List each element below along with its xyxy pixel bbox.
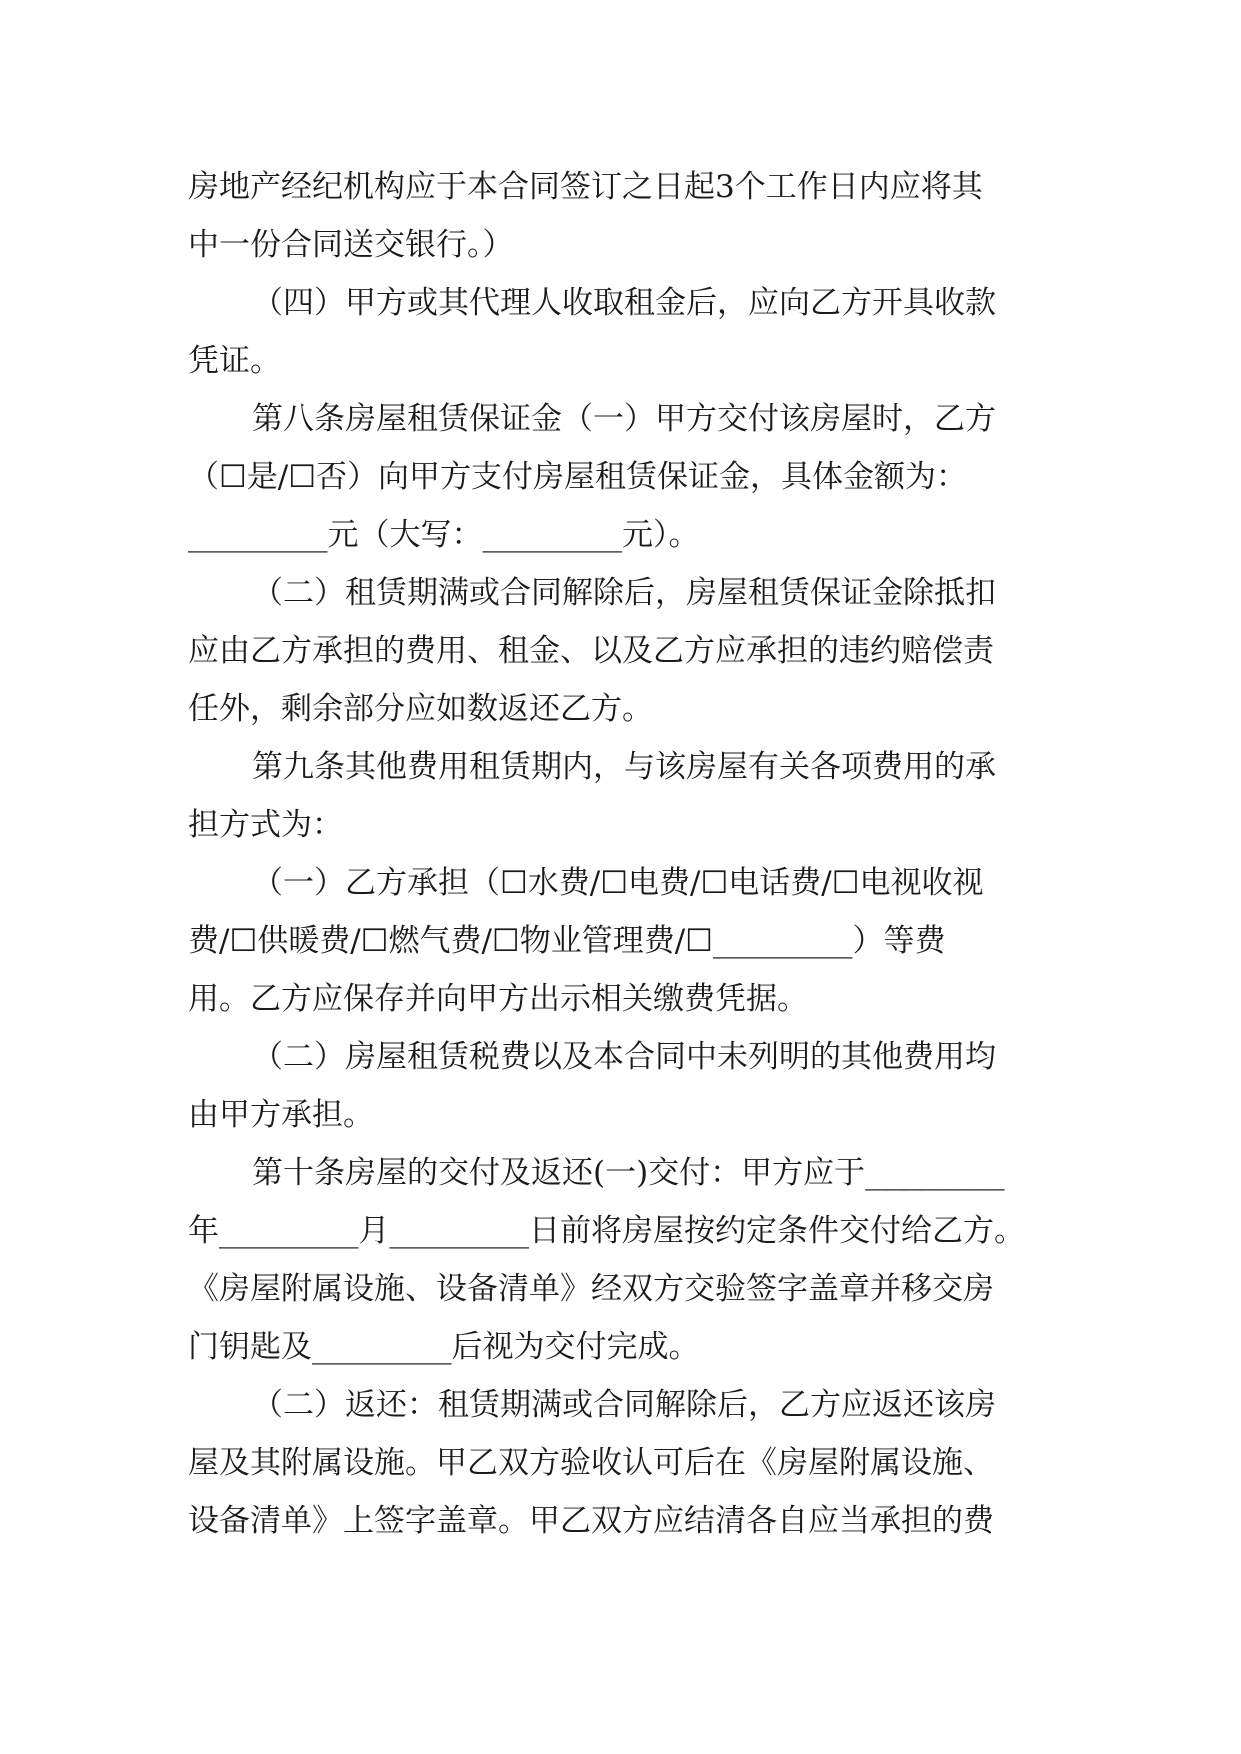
text-line: 凭证。 <box>188 343 281 379</box>
text-line: 房地产经纪机构应于本合同签订之日起3个工作日内应将其 <box>188 169 983 205</box>
paragraph-start-line: （二）房屋租赁税费以及本合同中未列明的其他费用均 <box>252 1039 996 1075</box>
paragraph-start-line: （四）甲方或其代理人收取租金后，应向乙方开具收款 <box>252 285 996 321</box>
text-line: 门钥匙及_________后视为交付完成。 <box>188 1329 700 1365</box>
deposit-amount-line: _________元（大写：_________元）。 <box>188 517 700 553</box>
text-line: 由甲方承担。 <box>188 1097 374 1133</box>
text-line: 担方式为： <box>188 807 343 843</box>
text-line: （☐是/☐否）向甲方支付房屋租赁保证金，具体金额为： <box>188 459 968 495</box>
article-9-heading-line: 第九条其他费用租赁期内，与该房屋有关各项费用的承 <box>252 749 996 785</box>
text-line: 设备清单》上签字盖章。甲乙双方应结清各自应当承担的费 <box>188 1503 994 1539</box>
article-8-heading-line: 第八条房屋租赁保证金（一）甲方交付该房屋时，乙方 <box>252 401 996 437</box>
text-line: 应由乙方承担的费用、租金、以及乙方应承担的违约赔偿责 <box>188 633 994 669</box>
delivery-date-line: 年_________月_________日前将房屋按约定条件交付给乙方。 <box>188 1213 1025 1249</box>
article-10-heading-line: 第十条房屋的交付及返还(一)交付：甲方应于_________ <box>252 1155 1005 1191</box>
text-line: 任外，剩余部分应如数返还乙方。 <box>188 691 653 727</box>
text-line: 《房屋附属设施、设备清单》经双方交验签字盖章并移交房 <box>188 1271 994 1307</box>
text-line: 费/☐供暖费/☐燃气费/☐物业管理费/☐_________）等费 <box>188 923 946 959</box>
text-line: 屋及其附属设施。甲乙双方验收认可后在《房屋附属设施、 <box>188 1445 994 1481</box>
text-line: 用。乙方应保存并向甲方出示相关缴费凭据。 <box>188 981 808 1017</box>
paragraph-start-line: （二）返还：租赁期满或合同解除后，乙方应返还该房 <box>252 1387 996 1423</box>
text-line: 中一份合同送交银行。） <box>188 227 514 263</box>
paragraph-start-line: （一）乙方承担（☐水费/☐电费/☐电话费/☐电视收视 <box>252 865 984 901</box>
paragraph-start-line: （二）租赁期满或合同解除后，房屋租赁保证金除抵扣 <box>252 575 996 611</box>
